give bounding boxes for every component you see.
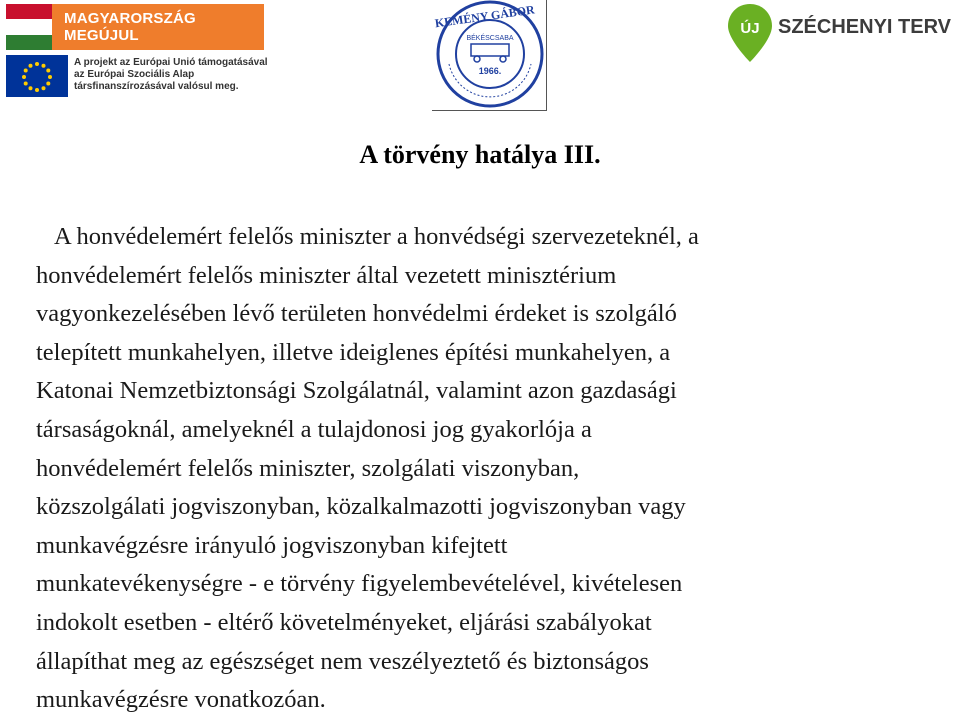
eu-note-line: az Európai Szociális Alap bbox=[74, 69, 195, 80]
uj-label: ÚJ bbox=[740, 20, 760, 37]
paragraph-line: A honvédelemért felelős miniszter a honvédségi szervezeteknél, a bbox=[54, 223, 699, 250]
eu-support-note bbox=[74, 57, 274, 93]
paragraph-line: honvédelemért felelős miniszter, szolgálati viszonyban, bbox=[36, 454, 580, 482]
school-seal-logo bbox=[433, 0, 547, 110]
paragraph-line: honvédelemért felelős miniszter által vezetett minisztérium bbox=[36, 261, 617, 289]
page-title bbox=[0, 140, 960, 170]
magyarorszag-megujul-label: MAGYARORSZÁG MEGÚJUL bbox=[52, 4, 264, 50]
map-pin-icon bbox=[726, 2, 774, 64]
body-paragraph bbox=[36, 218, 936, 720]
eu-note-line: társfinanszírozásával valósul meg. bbox=[74, 81, 239, 92]
page-title-text: A törvény hatálya III. bbox=[359, 140, 601, 169]
paragraph-line: telepített munkahelyen, illetve ideiglenes építési munkahelyen, a bbox=[36, 338, 671, 366]
hungarian-flag-icon bbox=[6, 4, 52, 50]
svg-text:BÉKÉSCSABA: BÉKÉSCSABA bbox=[466, 35, 514, 42]
paragraph-line: társaságoknál, amelyeknél a tulajdonosi jog gyakorlója a bbox=[36, 415, 592, 443]
paragraph-line: vagyonkezelésében lévő területen honvédelmi érdeket is szolgáló bbox=[36, 300, 677, 328]
svg-text:1966.: 1966. bbox=[478, 66, 502, 76]
svg-text:KEMÉNY GÁBOR: KEMÉNY GÁBOR bbox=[433, 2, 536, 31]
paragraph-line: indokolt esetben - eltérő követelményeket, eljárási szabályokat bbox=[36, 608, 652, 636]
paragraph-line: munkavégzésre vonatkozóan. bbox=[36, 686, 326, 714]
eu-flag-icon bbox=[6, 55, 68, 97]
paragraph-line: közszolgálati jogviszonyban, közalkalmazotti jogviszonyban vagy bbox=[36, 493, 686, 521]
szechenyi-terv-label: SZÉCHENYI TERV bbox=[778, 16, 951, 38]
paragraph-line: munkavégzésre irányuló jogviszonyban kifejtett bbox=[36, 531, 508, 559]
paragraph-line: állapíthat meg az egészséget nem veszélyeztető és biztonságos bbox=[36, 647, 649, 675]
magyarorszag-megujul-logo bbox=[6, 4, 264, 50]
uj-szechenyi-terv-logo bbox=[722, 2, 960, 64]
eu-note-line: A projekt az Európai Unió támogatásával bbox=[74, 57, 268, 68]
paragraph-line: Katonai Nemzetbiztonsági Szolgálatnál, valamint azon gazdasági bbox=[36, 377, 677, 405]
paragraph-line: munkatevékenységre - e törvény figyelembevételével, kivételesen bbox=[36, 570, 683, 598]
